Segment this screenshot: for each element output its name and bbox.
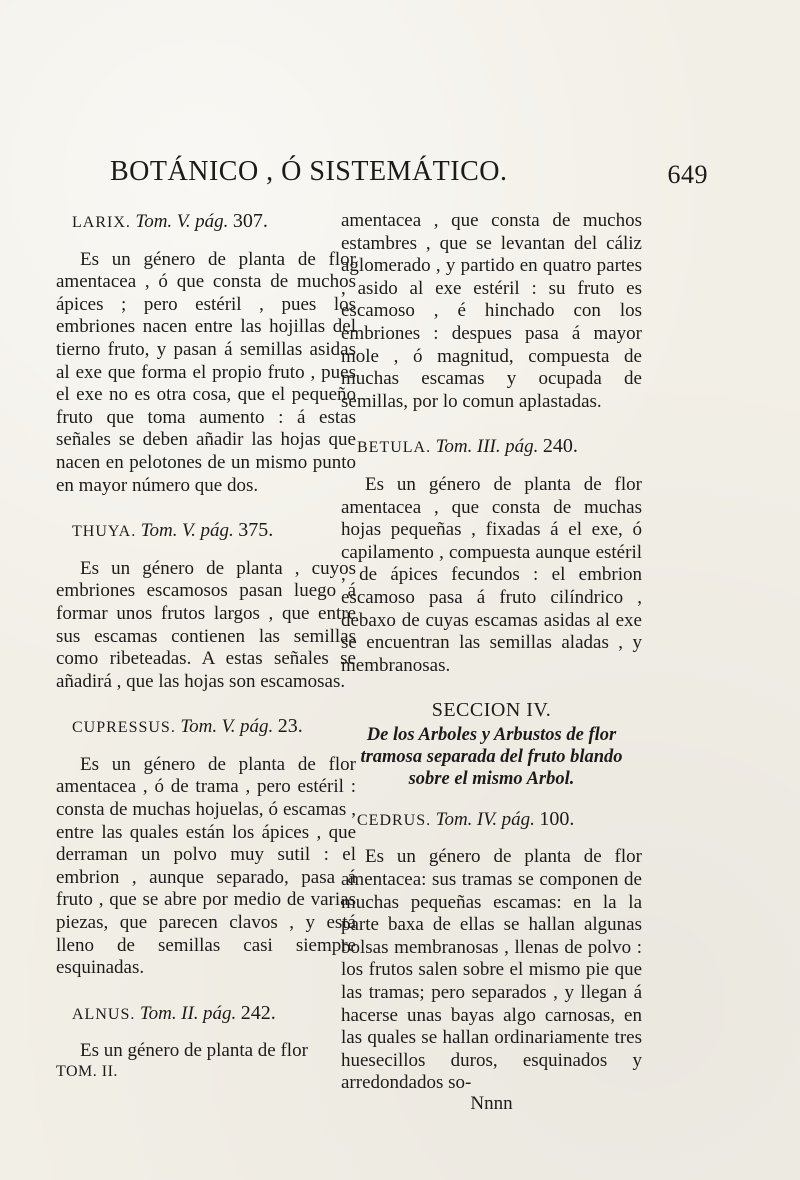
ref-tom: Tom. — [140, 520, 178, 542]
volume-mark: TOM. II. — [56, 1063, 118, 1080]
right-column — [341, 210, 642, 1116]
page-number: 649 — [667, 160, 708, 189]
running-head — [110, 156, 708, 196]
entry-heading-cupressus — [56, 715, 356, 740]
entry-heading-alnus — [56, 1002, 356, 1027]
ref-page-number: 242. — [240, 1001, 276, 1024]
genus-name: CUPRESSUS. — [72, 719, 176, 737]
running-title: BOTÁNICO , Ó SISTEMÁTICO. — [110, 156, 508, 187]
ref-tom: Tom. — [135, 211, 173, 232]
ref-page-number: 240. — [542, 435, 578, 458]
ref-volume: II. — [181, 1002, 199, 1024]
ref-volume: IV. — [476, 808, 498, 830]
ref-page-label: pág. — [203, 1002, 237, 1024]
ref-page-number: 375. — [238, 519, 274, 542]
ref-volume: V. — [221, 716, 236, 738]
ref-volume: V. — [182, 520, 196, 542]
ref-page-number: 100. — [539, 807, 575, 830]
ref-volume: III. — [476, 436, 501, 458]
entry-text-cedrus: Es un género de planta de flor amentacea: sus tramas se componen de muchas pequeñas escamas: en la la parte baxa de ellas se hallan algunas bolsas membranosas , llenas de polvo : los frutos salen sobre el mismo pie que las tramas; pero separados , y llegan á hacerse unas bayas algo carnosas, en las quales se hallan ordinariamente tres huesecillos duros, esquinados y arredondados so- — [341, 846, 642, 1094]
ref-page-label: pág. — [200, 520, 234, 542]
ref-tom: Tom. — [435, 436, 473, 458]
entry-heading-larix — [56, 210, 356, 235]
ref-page-number: 307. — [232, 210, 268, 232]
section-subtitle: De los Arboles y Arbustos de flor tramosa separada del fruto blando sobre el mismo Arbol. — [360, 724, 623, 789]
ref-volume: V. — [176, 211, 191, 232]
entry-text-alnus-continued: amentacea , que consta de muchos estambres , que se levantan del cáliz aglomerado , y partido en quatro partes , asido al exe estéril : su fruto es escamoso , é hinchado con los embriones : despues pasa á mayor mole , ó magnitud, compuesta de muchas escamas y ocupada de semillas, por lo comun aplastadas. — [341, 210, 642, 412]
ref-page-number: 23. — [277, 715, 303, 738]
ref-tom: Tom. — [435, 808, 473, 830]
entry-text-alnus: Es un género de planta de flor — [80, 1040, 308, 1062]
signature-mark: Nnnn — [470, 1093, 513, 1114]
genus-name: LARIX. — [72, 214, 131, 231]
genus-name: CEDRUS. — [357, 811, 432, 829]
genus-name: BETULA. — [357, 439, 432, 457]
ref-page-label: pág. — [501, 808, 535, 830]
entry-text-thuya: Es un género de planta , cuyos embriones escamosos pasan luego á formar unos frutos largos , que entre sus escamas contienen las semillas como ribeteadas. A estas señales se añadirá , que las hojas son escamosas. — [56, 557, 356, 692]
section-title: SECCION IV. — [431, 699, 552, 722]
entry-heading-cedrus — [341, 808, 642, 833]
entry-text-larix: Es un género de planta de flor amentacea , ó que consta de muchos ápices ; pero estéril , pues los embriones nacen entre las hojillas del tierno fruto, y pasan á semillas asidas al exe que forma el propio fruto , pues el exe no es otra cosa, que el pequeño fruto que toma aumento : á estas señales se deben añadir las hojas que nacen en pelotones de un mismo punto en mayor número que dos. — [56, 248, 356, 496]
ref-page-label: pág. — [505, 436, 539, 458]
entry-text-cupressus: Es un género de planta de flor amentacea , ó de trama , pero estéril : consta de muchas hojuelas, ó escamas , entre las quales están los ápices , que derraman un polvo muy sutil : el embrion , aunque separado, pasa á fruto , que se abre por medio de varias piezas, que parecen clavos , y está lleno de semillas casi siempre esquinadas. — [56, 753, 356, 979]
entry-heading-thuya — [56, 519, 356, 544]
ref-page-label: pág. — [195, 211, 229, 232]
ref-page-label: pág. — [240, 716, 274, 738]
ref-tom: Tom. — [139, 1002, 177, 1024]
genus-name: ALNUS. — [72, 1005, 136, 1023]
entry-text-betula: Es un género de planta de flor amentacea , que consta de muchas hojas pequeñas , fixadas á el exe, ó capilamento , compuesta aunque estéril , de ápices fecundos : el embrion escamoso pasa á fruto cilíndrico , debaxo de cuyas escamas asidas al exe se encuentran las semillas aladas , y membranosas. — [341, 473, 642, 676]
genus-name: THUYA. — [72, 523, 137, 541]
entry-heading-betula — [341, 435, 642, 460]
ref-tom: Tom. — [180, 716, 218, 738]
left-column — [56, 210, 356, 1084]
